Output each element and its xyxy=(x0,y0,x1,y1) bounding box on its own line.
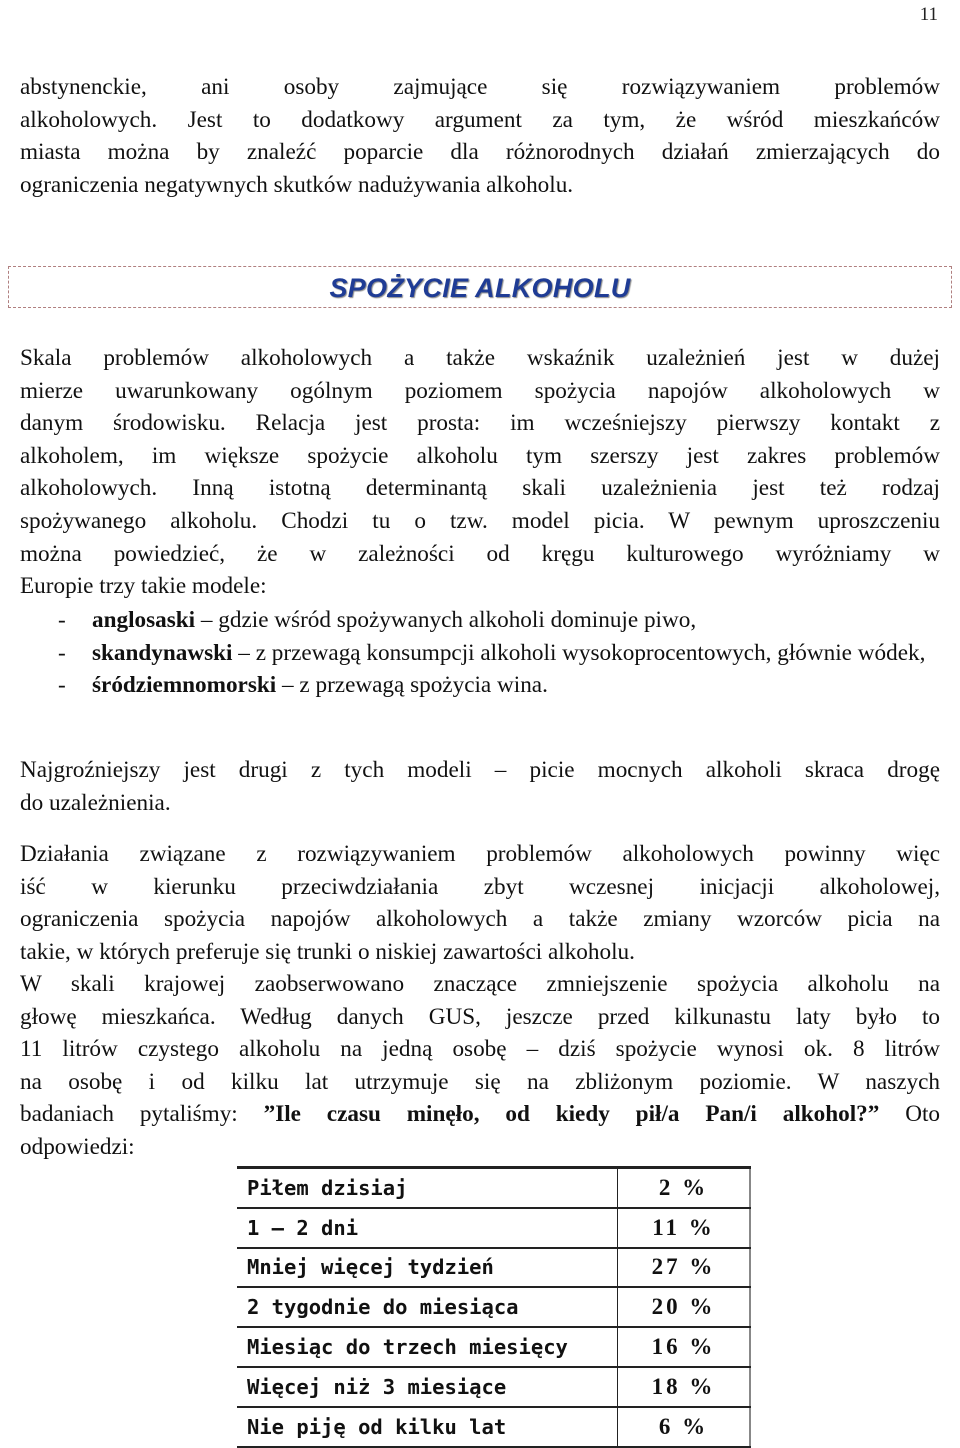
model-name: śródziemnomorski xyxy=(92,672,277,699)
text-line: Skala problemów alkoholowych a także wskaźnik uzależnień jest w dużej xyxy=(20,345,940,371)
text-line: Najgroźniejszy jest drugi z tych modeli – picie mocnych alkoholi skraca drogę xyxy=(20,757,940,783)
text-line: do uzależnienia. xyxy=(20,789,171,816)
answer-percentage: 16 % xyxy=(618,1327,751,1367)
answer-label: Nie piję od kilku lat xyxy=(237,1407,618,1447)
drinking-models-list xyxy=(20,604,940,702)
paragraph-national-consumption xyxy=(20,968,940,1164)
text-line: można powiedzieć, że w zależności od kręgu kulturowego wyróżniamy w xyxy=(20,540,940,567)
paragraph-dangerous-model xyxy=(20,754,940,819)
text-line: miasta można by znaleźć poparcie dla różnorodnych działań zmierzających do xyxy=(20,139,940,166)
paragraph-consumption-model xyxy=(20,342,940,603)
model-name: skandynawski xyxy=(92,639,233,666)
list-item xyxy=(20,669,940,702)
page-number: 11 xyxy=(919,4,938,25)
results-table xyxy=(237,1166,751,1448)
text-fragment: badaniach pytaliśmy: xyxy=(20,1101,264,1128)
list-item xyxy=(20,637,940,670)
text-line: ograniczenia negatywnych skutków nadużywania alkoholu. xyxy=(20,171,574,198)
answer-label: 2 tygodnie do miesiąca xyxy=(237,1287,618,1327)
text-line: W skali krajowej zaobserwowano znaczące zmniejszenie spożycia alkoholu na xyxy=(20,971,940,997)
text-line: Działania związane z rozwiązywaniem problemów alkoholowych powinny więc xyxy=(20,841,940,867)
text-line: alkoholowych. Jest to dodatkowy argument za tym, że wśród mieszkańców xyxy=(20,106,940,133)
answer-percentage: 18 % xyxy=(618,1367,751,1407)
table-row xyxy=(237,1407,750,1447)
text-fragment: Oto xyxy=(879,1101,941,1128)
intro-paragraph xyxy=(20,71,940,201)
poll-question: ”Ile czasu minęło, od kiedy pił/a Pan/i alkohol?” xyxy=(263,1101,880,1128)
list-bullet: - xyxy=(58,639,66,666)
table-row xyxy=(237,1287,750,1327)
model-description: – z przewagą spożycia wina. xyxy=(276,672,548,699)
table-row xyxy=(237,1168,750,1208)
answer-label: Miesiąc do trzech miesięcy xyxy=(237,1327,618,1367)
text-line: iść w kierunku przeciwdziałania zbyt wczesnej inicjacji alkoholowej, xyxy=(20,873,940,900)
answer-label: Mniej więcej tydzień xyxy=(237,1248,618,1288)
text-line: Europie trzy takie modele: xyxy=(20,573,267,600)
text-line: abstynenckie, ani osoby zajmujące się rozwiązywaniem problemów xyxy=(20,74,940,100)
text-line: mierze uwarunkowany ogólnym poziomem spożycia napojów alkoholowych w xyxy=(20,377,940,404)
model-description: – z przewagą konsumpcji alkoholi wysokoprocentowych, głównie wódek, xyxy=(232,639,926,666)
list-item xyxy=(20,604,940,637)
table-row xyxy=(237,1367,750,1407)
text-line: na osobę i od kilku lat utrzymuje się na zbliżonym poziomie. W naszych xyxy=(20,1068,940,1095)
paragraph-actions xyxy=(20,838,940,968)
table-row xyxy=(237,1248,750,1288)
text-line: spożywanego alkoholu. Chodzi tu o tzw. model picia. W pewnym uproszczeniu xyxy=(20,507,940,534)
section-heading-box xyxy=(8,266,952,308)
text-line xyxy=(20,1098,940,1131)
text-line: ograniczenia spożycia napojów alkoholowych a także zmiany wzorców picia na xyxy=(20,906,940,933)
answer-percentage: 2 % xyxy=(618,1168,751,1208)
text-line: 11 litrów czystego alkoholu na jedną osobę – dziś spożycie wynosi ok. 8 litrów xyxy=(20,1036,940,1063)
text-line: odpowiedzi: xyxy=(20,1133,135,1160)
list-bullet: - xyxy=(58,607,66,633)
model-name: anglosaski xyxy=(92,607,196,633)
text-line: takie, w których preferuje się trunki o niskiej zawartości alkoholu. xyxy=(20,938,635,965)
text-line: danym środowisku. Relacja jest prosta: im wcześniejszy pierwszy kontakt z xyxy=(20,410,940,437)
answer-percentage: 20 % xyxy=(618,1287,751,1327)
answer-label: 1 – 2 dni xyxy=(237,1208,618,1248)
list-bullet: - xyxy=(58,672,66,699)
text-line: alkoholem, im większe spożycie alkoholu tym szerszy jest zakres problemów xyxy=(20,442,940,469)
text-line: alkoholowych. Inną istotną determinantą skali uzależnienia jest też rodzaj xyxy=(20,475,940,502)
text-line: głowę mieszkańca. Według danych GUS, jeszcze przed kilkunastu laty było to xyxy=(20,1003,940,1030)
table-row xyxy=(237,1208,750,1248)
answer-percentage: 27 % xyxy=(618,1248,751,1288)
answer-label: Więcej niż 3 miesiące xyxy=(237,1367,618,1407)
section-title: SPOŻYCIE ALKOHOLU xyxy=(329,273,631,303)
answer-percentage: 6 % xyxy=(618,1407,751,1447)
answer-percentage: 11 % xyxy=(618,1208,751,1248)
answer-label: Piłem dzisiaj xyxy=(237,1168,618,1208)
model-description: – gdzie wśród spożywanych alkoholi dominuje piwo, xyxy=(195,607,697,633)
table-row xyxy=(237,1327,750,1367)
